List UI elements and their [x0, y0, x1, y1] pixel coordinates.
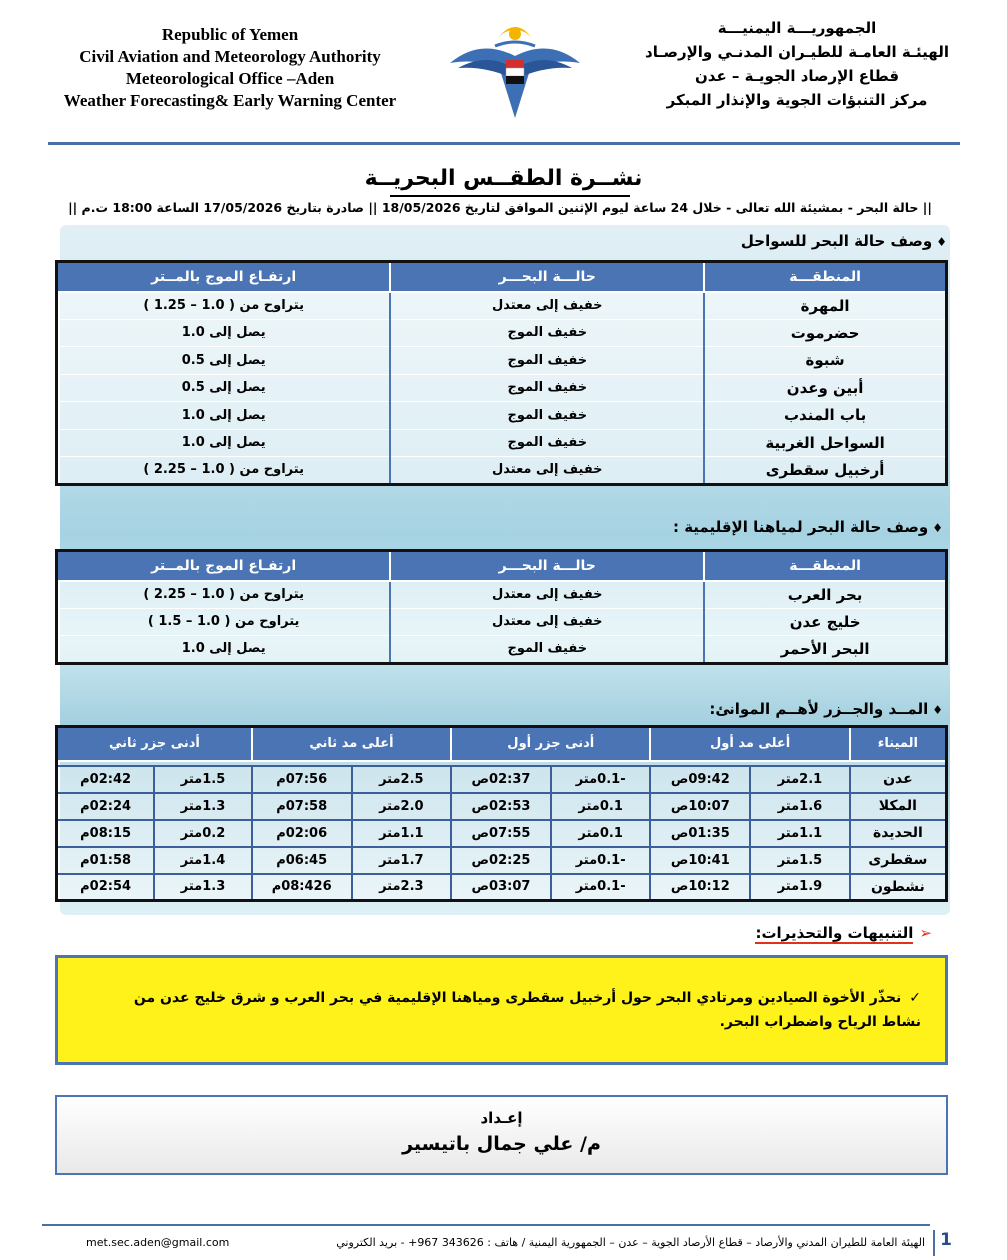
header-divider	[48, 142, 960, 145]
tide-height-cell: 1.4متر	[154, 847, 252, 874]
forecaster-name: م/ علي جمال باتيسير	[402, 1133, 601, 1155]
table-header-row	[57, 551, 947, 581]
bullet-icon: ♦	[932, 521, 943, 535]
table-row	[57, 457, 947, 485]
table-row	[57, 319, 947, 347]
tide-time-cell: 01:58م	[57, 847, 155, 874]
sea-state-cell: خفيف الموج	[390, 319, 704, 347]
sea-state-cell: خفيف الموج	[390, 429, 704, 457]
coast-table	[55, 260, 948, 486]
warning-text: نحذّر الأخوة الصيادين ومرتادي البحر حول أرخبيل سقطرى ومياهنا الإقليمية في بحر العرب و شرق خليج عدن من نشاط الرياح واضطراب البحر.	[133, 990, 921, 1030]
column-header-first-low-tide: أدنى جزر أول	[451, 727, 650, 761]
english-line: Republic of Yemen	[161, 25, 299, 44]
regional-waters-table	[55, 549, 948, 665]
tide-time-cell: 10:41ص	[650, 847, 750, 874]
table-header-row	[57, 262, 947, 292]
table-row	[57, 347, 947, 375]
column-header-second-high-tide: أعلى مد ثاني	[252, 727, 451, 761]
region-cell: بحر العرب	[704, 581, 946, 609]
bulletin-subtitle: || حالة البحر - بمشيئة الله تعالى - خلال 24 ساعة ليوم الإثنين الموافق لتاريخ 18/05/2026 || صادرة بتاريخ 17/05/2026 الساعة 18:00 ت.م ||	[68, 200, 932, 215]
tide-height-cell: 2.1متر	[750, 766, 850, 793]
column-header-wave-height: ارتفـاع الموج بالمــتر	[57, 262, 391, 292]
tide-height-cell: 2.0متر	[352, 793, 452, 820]
wave-height-cell: يتراوح من ( 1.0 – 2.25 )	[57, 457, 391, 485]
english-line: Meteorological Office –Aden	[125, 69, 335, 88]
bulletin-title: نشــرة الطقــس البحريــة	[364, 166, 643, 191]
table-row	[57, 766, 947, 793]
tide-height-cell: -0.1متر	[551, 874, 651, 901]
tide-height-cell: 1.1متر	[352, 820, 452, 847]
table-row	[57, 374, 947, 402]
column-header-second-low-tide: أدنى جزر ثاني	[57, 727, 252, 761]
table-row	[57, 636, 947, 664]
check-icon: ✓	[909, 990, 921, 1006]
letterhead	[0, 0, 1007, 140]
regional-section-heading	[673, 518, 943, 536]
region-cell: البحر الأحمر	[704, 636, 946, 664]
region-cell: شبوة	[704, 347, 946, 375]
tide-height-cell: -0.1متر	[551, 847, 651, 874]
wave-height-cell: يصل إلى 1.0	[57, 636, 391, 664]
tide-height-cell: 1.3متر	[154, 793, 252, 820]
tide-height-cell: 1.3متر	[154, 874, 252, 901]
warnings-heading-text: التنبيهات والتحذيرات:	[755, 924, 914, 942]
coast-heading-text: وصف حالة البحر للسواحل	[740, 232, 933, 250]
port-cell: نشطون	[850, 874, 947, 901]
sea-state-cell: خفيف الموج	[390, 374, 704, 402]
region-cell: المهرة	[704, 292, 946, 320]
port-cell: عدن	[850, 766, 947, 793]
table-row	[57, 793, 947, 820]
port-cell: المكلا	[850, 793, 947, 820]
arabic-line: قطاع الإرصاد الجويـة – عدن	[694, 67, 900, 85]
tide-height-cell: -0.1متر	[551, 766, 651, 793]
tide-height-cell: 1.5متر	[750, 847, 850, 874]
tide-section-heading	[709, 700, 943, 718]
regional-heading-text: وصف حالة البحر لمياهنا الإقليمية :	[672, 518, 929, 536]
authority-logo	[440, 8, 590, 128]
footer-email[interactable]: met.sec.aden@gmail.com	[86, 1236, 230, 1249]
table-row	[57, 847, 947, 874]
tide-time-cell: 07:55ص	[451, 820, 551, 847]
column-header-sea-state: حالـــة البحـــر	[390, 551, 704, 581]
tide-heading-text: المــد والجــزر لأهــم الموانئ:	[709, 700, 929, 718]
tide-time-cell: 10:12ص	[650, 874, 750, 901]
tide-height-cell: 1.1متر	[750, 820, 850, 847]
page-number: 1	[933, 1230, 957, 1256]
wave-height-cell: يصل إلى 0.5	[57, 347, 391, 375]
tide-time-cell: 09:42ص	[650, 766, 750, 793]
wave-height-cell: يصل إلى 1.0	[57, 402, 391, 430]
tide-height-cell: 0.2متر	[154, 820, 252, 847]
tide-height-cell: 2.5متر	[352, 766, 452, 793]
wave-height-cell: يتراوح من ( 1.0 – 2.25 )	[57, 581, 391, 609]
tide-time-cell: 01:35ص	[650, 820, 750, 847]
sea-state-cell: خفيف الموج	[390, 402, 704, 430]
region-cell: أبين وعدن	[704, 374, 946, 402]
column-header-wave-height: ارتفـاع الموج بالمــتر	[57, 551, 391, 581]
arabic-line: الهيئـة العامـة للطيـران المدنـي والإرصـاد	[645, 43, 949, 61]
region-cell: حضرموت	[704, 319, 946, 347]
tide-time-cell: 06:45م	[252, 847, 352, 874]
tide-height-cell: 0.1متر	[551, 820, 651, 847]
port-cell: سقطرى	[850, 847, 947, 874]
table-row	[57, 429, 947, 457]
coast-section-heading	[741, 232, 947, 250]
tide-time-cell: 08:426م	[252, 874, 352, 901]
region-cell: السواحل الغربية	[704, 429, 946, 457]
column-header-port: الميناء	[850, 727, 947, 761]
tide-time-cell: 02:37ص	[451, 766, 551, 793]
tide-height-cell: 1.9متر	[750, 874, 850, 901]
column-header-region: المنطقـــة	[704, 262, 946, 292]
wave-height-cell: يتراوح من ( 1.0 – 1.25 )	[57, 292, 391, 320]
footer-divider	[42, 1224, 930, 1226]
tide-time-cell: 02:54م	[57, 874, 155, 901]
sea-state-cell: خفيف إلى معتدل	[390, 292, 704, 320]
bullet-icon: ♦	[932, 703, 943, 717]
title-underline	[390, 195, 630, 197]
arabic-line: مركز التنبؤات الجوية والإنذار المبكر	[666, 91, 928, 109]
table-row	[57, 402, 947, 430]
english-line: Weather Forecasting& Early Warning Center	[63, 91, 397, 110]
region-cell: خليج عدن	[704, 608, 946, 636]
tide-time-cell: 02:42م	[57, 766, 155, 793]
tide-time-cell: 02:53ص	[451, 793, 551, 820]
english-letterhead	[30, 24, 430, 112]
tide-height-cell: 1.5متر	[154, 766, 252, 793]
region-cell: أرخبيل سقطرى	[704, 457, 946, 485]
table-row	[57, 292, 947, 320]
tide-time-cell: 02:24م	[57, 793, 155, 820]
tide-time-cell: 10:07ص	[650, 793, 750, 820]
tide-time-cell: 07:58م	[252, 793, 352, 820]
tide-time-cell: 02:25ص	[451, 847, 551, 874]
tide-time-cell: 02:06م	[252, 820, 352, 847]
tide-time-cell: 03:07ص	[451, 874, 551, 901]
prepared-by-box	[55, 1095, 948, 1175]
sea-state-cell: خفيف الموج	[390, 347, 704, 375]
tide-height-cell: 1.6متر	[750, 793, 850, 820]
english-line: Civil Aviation and Meteorology Authority	[79, 47, 381, 66]
wave-height-cell: يصل إلى 0.5	[57, 374, 391, 402]
tide-time-cell: 07:56م	[252, 766, 352, 793]
table-row	[57, 581, 947, 609]
prepared-by-label: إعـداد	[480, 1109, 523, 1127]
tide-table	[55, 725, 948, 902]
column-header-region: المنطقـــة	[704, 551, 946, 581]
tide-height-cell: 2.3متر	[352, 874, 452, 901]
region-cell: باب المندب	[704, 402, 946, 430]
arabic-line: الجمهوريـــة اليمنيـــة	[717, 19, 877, 37]
tide-height-cell: 1.7متر	[352, 847, 452, 874]
footer-contact: الهيئة العامة للطيران المدني والأرصاد – قطاع الأرصاد الجوية – عدن – الجمهورية اليمنية / هاتف : 343626 967+ - بريد الكتروني	[336, 1236, 925, 1249]
arrow-bullet-icon: ➢	[919, 924, 932, 942]
tide-time-cell: 08:15م	[57, 820, 155, 847]
table-header-row	[57, 727, 947, 761]
wave-height-cell: يصل إلى 1.0	[57, 429, 391, 457]
column-header-first-high-tide: أعلى مد أول	[650, 727, 849, 761]
sea-state-cell: خفيف إلى معتدل	[390, 608, 704, 636]
tide-height-cell: 0.1متر	[551, 793, 651, 820]
sea-state-cell: خفيف إلى معتدل	[390, 581, 704, 609]
warnings-heading	[755, 924, 932, 942]
arabic-letterhead	[632, 16, 962, 112]
sea-state-cell: خفيف الموج	[390, 636, 704, 664]
bullet-icon: ♦	[936, 235, 947, 249]
sea-state-cell: خفيف إلى معتدل	[390, 457, 704, 485]
wave-height-cell: يصل إلى 1.0	[57, 319, 391, 347]
table-row	[57, 608, 947, 636]
port-cell: الحديدة	[850, 820, 947, 847]
warnings-box	[55, 955, 948, 1065]
table-row	[57, 874, 947, 901]
wave-height-cell: يتراوح من ( 1.0 – 1.5 )	[57, 608, 391, 636]
table-row	[57, 820, 947, 847]
column-header-sea-state: حالـــة البحـــر	[390, 262, 704, 292]
